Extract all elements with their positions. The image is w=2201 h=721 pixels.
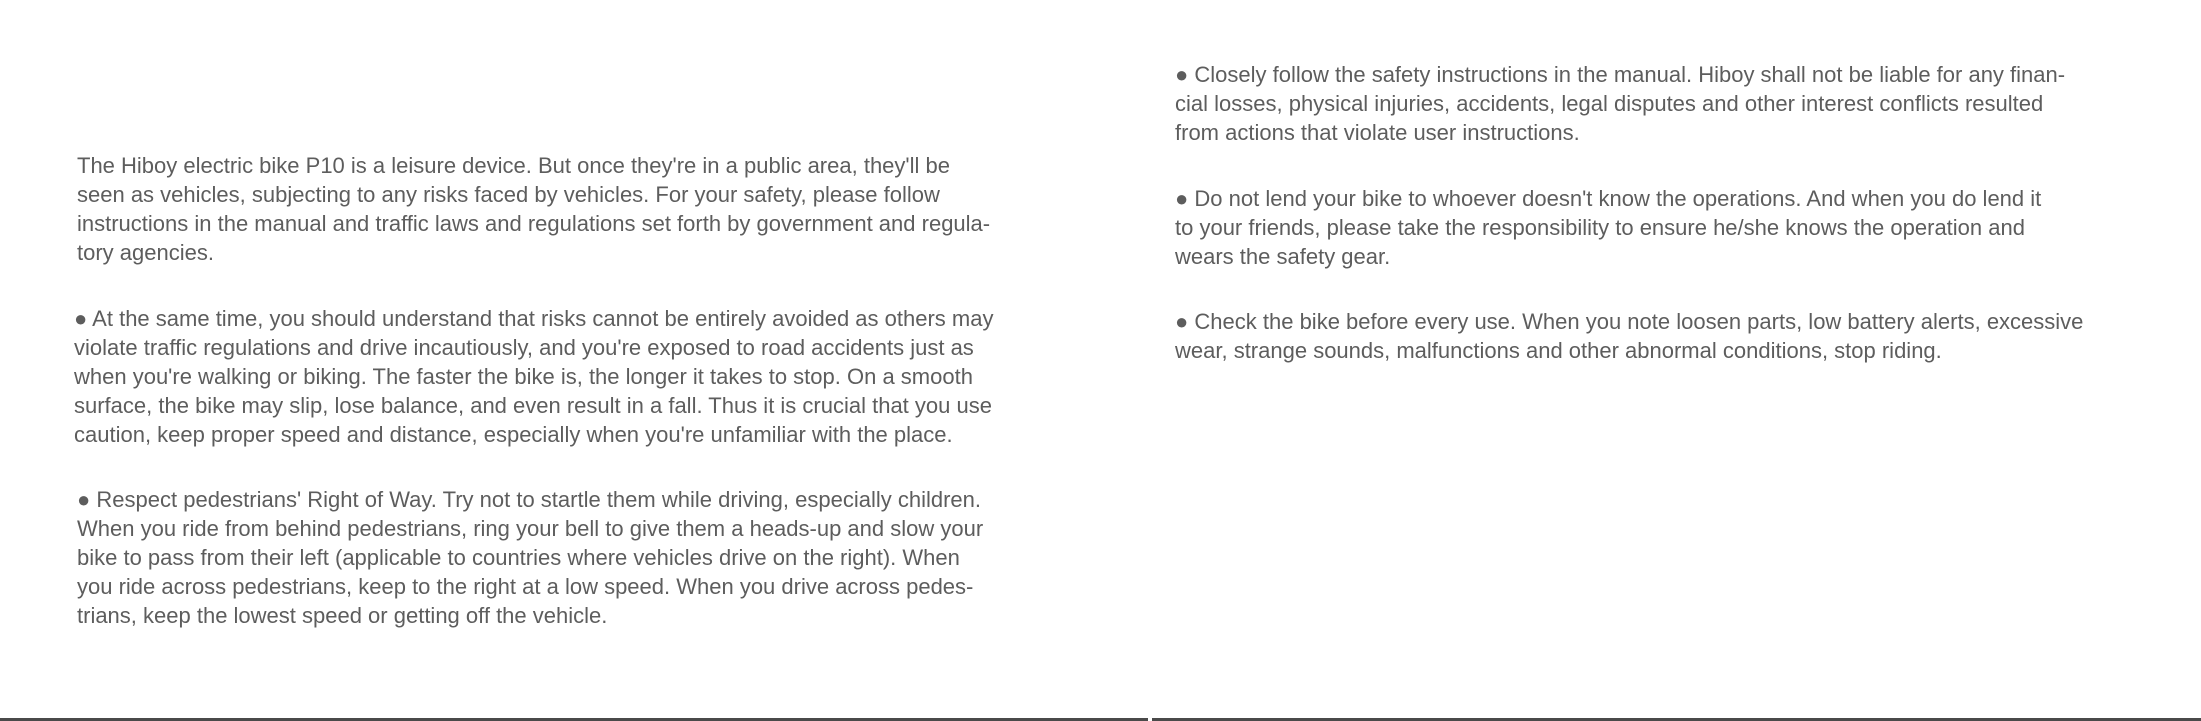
manual-bullet-paragraph: ● Closely follow the safety instructions in the manual. Hiboy shall not be liable for any finan- cial losses, physical injuries, accidents, legal disputes and other interest conflicts resulted from actions that violate user instructions. (1175, 62, 2066, 145)
intro-paragraph: The Hiboy electric bike P10 is a leisure device. But once they're in a public area, they'll be seen as vehicles, subjecting to any risks faced by vehicles. For your safety, please follow instructions in the manual and traffic laws and regulations set forth by government and regula- tory agencies. (77, 153, 991, 265)
pedestrians-bullet-paragraph: ● Respect pedestrians' Right of Way. Try not to startle them while driving, especially children. When you ride from behind pedestrians, ring your bell to give them a heads-up and slow your bike to pass from their left (applicable to countries where vehicles drive on the right). When you ride across pedestrians, keep to the right at a low speed. When you drive across pedes- trians, keep the lowest speed or getting off the vehicle. (77, 487, 984, 628)
check-bullet-paragraph: ● Check the bike before every use. When you note loosen parts, low battery alerts, excessive wear, strange sounds, malfunctions and other abnormal conditions, stop riding. (1175, 309, 2084, 363)
risks-bullet-paragraph: ● At the same time, you should understand that risks cannot be entirely avoided as others may violate traffic regulations and drive incautiously, and you're exposed to road accidents just as when you're walking or biking. The faster the bike is, the longer it takes to stop. On a smooth surface, the bike may slip, lose balance, and even result in a fall. Thus it is crucial that you use caution, keep proper speed and distance, especially when you're unfamiliar with the place. (74, 306, 994, 447)
lend-bullet-paragraph: ● Do not lend your bike to whoever doesn't know the operations. And when you do lend it to your friends, please take the responsibility to ensure he/she knows the operation and wears the safety gear. (1175, 186, 2042, 269)
